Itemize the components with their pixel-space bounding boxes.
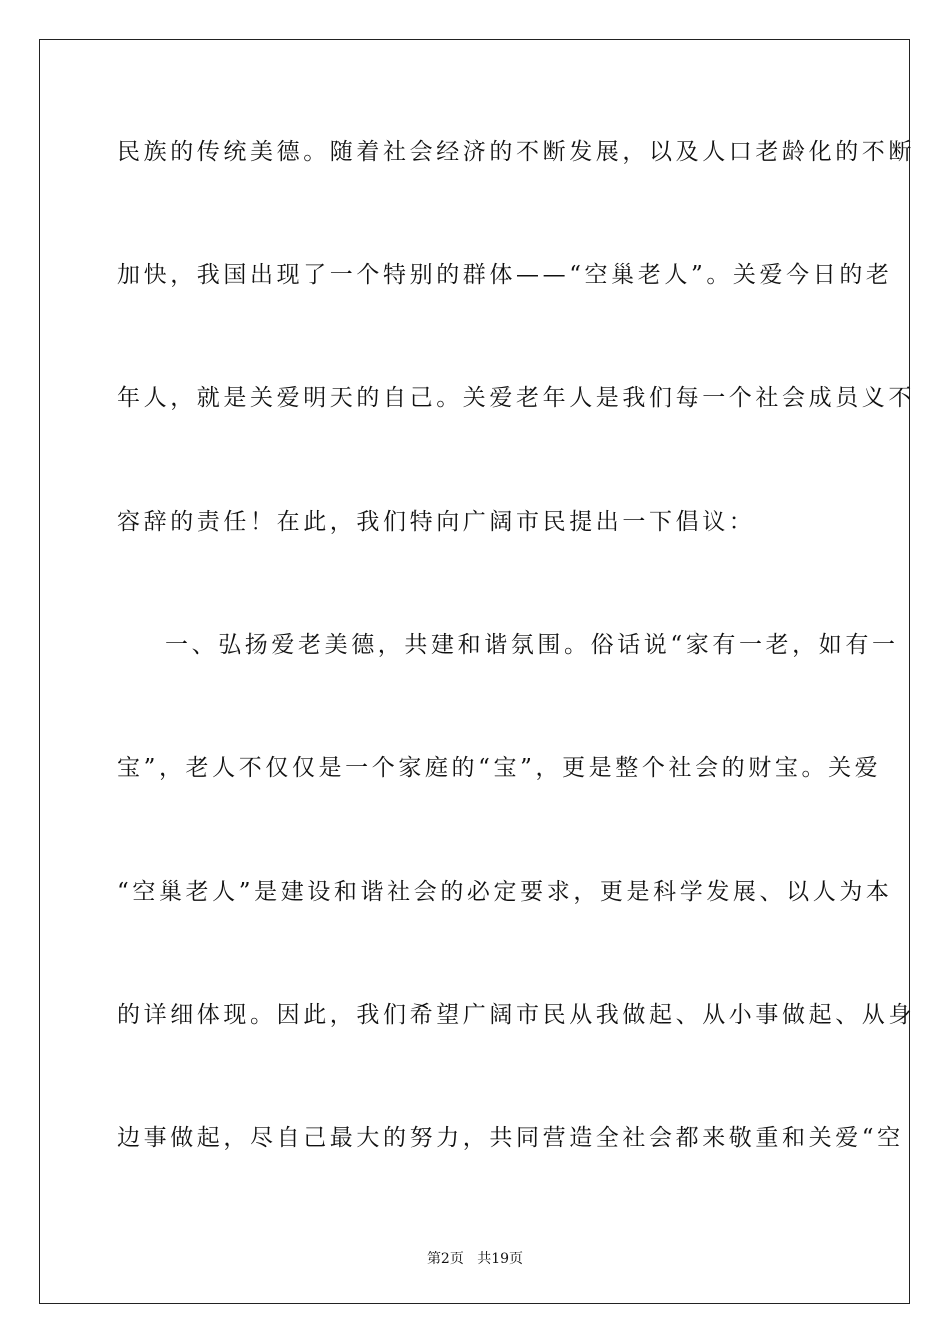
body-text-line-5: 一、弘扬爱老美德，共建和谐氛围。俗话说“家有一老，如有一 bbox=[165, 632, 899, 658]
body-text-line-7: “空巢老人”是建设和谐社会的必定要求，更是科学发展、以人为本 bbox=[117, 879, 893, 905]
body-text-line-4: 容辞的责任！在此，我们特向广阔市民提出一下倡议： bbox=[117, 509, 756, 535]
body-text-line-2: 加快，我国出现了一个特别的群体——“空巢老人”。关爱今日的老 bbox=[117, 262, 893, 288]
body-text-line-3: 年人，就是关爱明天的自己。关爱老年人是我们每一个社会成员义不 bbox=[117, 385, 915, 411]
page-number: 第2页 bbox=[426, 1251, 464, 1267]
page-total: 共19页 bbox=[477, 1251, 524, 1267]
body-text-line-8: 的详细体现。因此，我们希望广阔市民从我做起、从小事做起、从身 bbox=[117, 1002, 915, 1028]
body-text-line-9: 边事做起，尽自己最大的努力，共同营造全社会都来敬重和关爱“空 bbox=[117, 1125, 904, 1151]
body-text-line-6: 宝”，老人不仅仅是一个家庭的“宝”，更是整个社会的财宝。关爱 bbox=[117, 755, 882, 781]
body-text-line-1: 民族的传统美德。随着社会经济的不断发展，以及人口老龄化的不断 bbox=[117, 139, 915, 165]
page-footer bbox=[0, 1248, 950, 1268]
page-frame bbox=[39, 39, 915, 1304]
